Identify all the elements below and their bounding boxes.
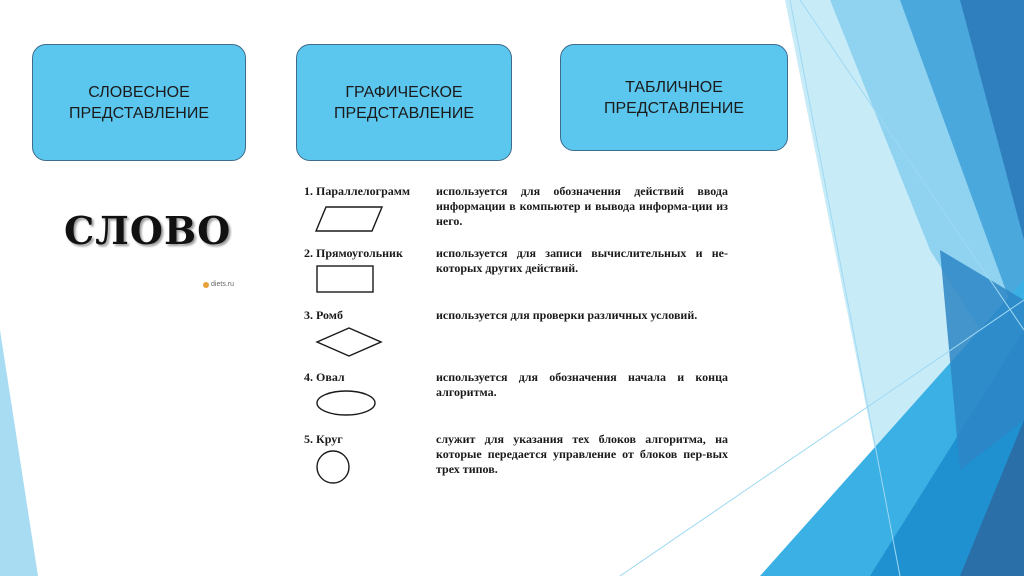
parallelogram-icon — [314, 204, 384, 234]
graphic-box-line-2: ПРЕДСТАВЛЕНИЕ — [333, 104, 474, 122]
rectangle-icon — [314, 264, 376, 294]
shape-name: 3. Ромб — [304, 308, 343, 322]
shape-name: 5. Круг — [304, 432, 343, 446]
shape-description: используется для проверки различных условий. — [436, 308, 698, 322]
watermark — [203, 281, 234, 288]
shape-description: используется для записи вычислительных и не-которых других действий. — [436, 246, 728, 275]
verbal-representation-box — [32, 44, 246, 161]
word-image — [50, 198, 240, 290]
watermark-text: diets.ru — [211, 281, 234, 288]
tabular-representation-box — [560, 44, 788, 151]
tabular-box-line-2: ПРЕДСТАВЛЕНИЕ — [603, 99, 744, 117]
graphic-representation-box — [296, 44, 512, 161]
graphic-box-line-1: ГРАФИЧЕСКОЕ — [345, 83, 463, 101]
verbal-box-line-1: СЛОВЕСНОЕ — [88, 83, 190, 101]
rhombus-icon — [314, 326, 384, 358]
oval-icon — [314, 388, 380, 420]
shape-name: 4. Овал — [304, 370, 345, 384]
tabular-box-line-1: ТАБЛИЧНОЕ — [625, 78, 723, 96]
shape-name: 1. Параллелограмм — [304, 184, 411, 198]
shape-description: служит для указания тех блоков алгоритма, на которые передается управление от блоков пер-вых трех типов. — [436, 432, 728, 476]
shape-description: используется для обозначения начала и конца алгоритма. — [436, 370, 728, 399]
watermark-logo-icon — [203, 282, 209, 288]
circle-icon — [314, 450, 354, 486]
shape-description: используется для обозначения действий ввода информации в компьютер и вывода информа-ции из него. — [436, 184, 728, 228]
word-text: СЛОВО — [64, 208, 232, 253]
flowchart-shapes-table — [300, 180, 730, 486]
verbal-box-line-2: ПРЕДСТАВЛЕНИЕ — [68, 104, 209, 122]
shape-name: 2. Прямоугольник — [304, 246, 403, 260]
